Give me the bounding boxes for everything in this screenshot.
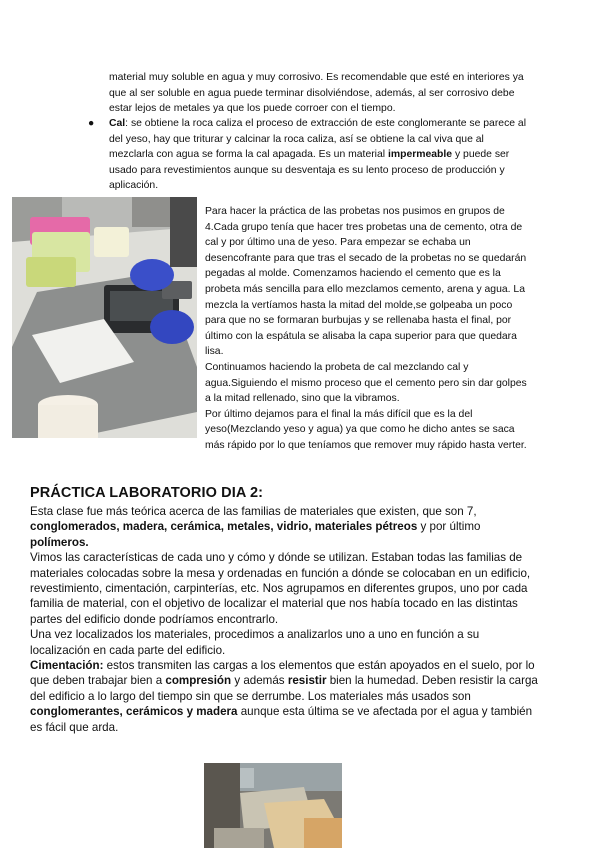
cim-text-1: estos transmiten las cargas a los elementos que están apoyados en el suelo, por lo que deben trabajar bien a bbox=[30, 659, 535, 688]
cal-text-2: y puede ser usado para revestimientos aunque su desventaja es su lento proceso de producción y aplicación. bbox=[109, 149, 510, 192]
probetas-paragraph-1: Para hacer la práctica de las probetas nos pusimos en grupos de 4.Cada grupo tenía que hacer tres probetas una de cemento, otra de cal y por último una de yeso. Para empezar se echaba un desencofrante para que tras el secado de la probetas no se quedarán pegadas al molde. Comenzamos haciendo el cemento que es la probeta más sencilla para ello mezclamos cemento, arena y agua. La mezcla la vertíamos hasta la mitad del molde,se golpeaba un poco para que no se formaran burbujas y se rellenaba hasta el final, por último con la espátula se alisaba la capa superior para que quedara lisa. bbox=[205, 206, 527, 358]
intro-text-2: y por último bbox=[417, 520, 481, 534]
cimentacion-label: Cimentación: bbox=[30, 659, 104, 673]
practice2-body bbox=[30, 504, 540, 735]
probetas-paragraph-2: Continuamos haciendo la probeta de cal mezclando cal y agua.Siguiendo el mismo proceso que el cemento pero sin dar golpes a la mitad rellenado, sino que la vibramos. bbox=[205, 361, 527, 405]
cim-bold-2: resistir bbox=[287, 674, 327, 688]
cim-bold-3: conglomerantes, cerámicos y madera bbox=[30, 705, 238, 719]
lab-photo bbox=[12, 197, 197, 438]
cimentacion-paragraph bbox=[30, 658, 540, 735]
cim-text-2: y además bbox=[231, 674, 288, 688]
practice2-paragraph-2: Vimos las características de cada uno y cómo y dónde se utilizan. Estaban todas las familias de materiales colocadas sobre la mesa y ordenadas en función a dónde se colocaban en un edificio, revestimiento, cimentación, carpinterías, etc. Nos agrupamos en diferentes grupos, uno por cada familia de material, con el objetivo de localizar el material que nos había tocado en las distintas partes del edificio donde podríamos encontrarlo. bbox=[30, 551, 531, 626]
practice2-paragraph-3: Una vez localizados los materiales, procedimos a analizarlos uno a uno en función a su localización en cada parte del edificio. bbox=[30, 628, 480, 657]
probetas-text bbox=[205, 204, 530, 454]
families-bold: conglomerados, madera, cerámica, metales, vidrio, materiales pétreos bbox=[30, 520, 418, 534]
cim-text-4: aunque esta última se ve afectada por el agua y también es fácil que arda. bbox=[30, 705, 533, 734]
practice2-intro bbox=[30, 504, 540, 550]
intro-text-1: Esta clase fue más teórica acerca de las familias de materiales que existen, que son 7, bbox=[30, 505, 477, 518]
cal-highlight: impermeable bbox=[387, 149, 453, 161]
cal-text-1: : se obtiene la roca caliza el proceso de extracción de este conglomerante se parece al del yeso, hay que triturar y calcinar la roca caliza, así se obtiene la cal viva que al mezclarla con agua se forma la cal apagada. Es un material bbox=[109, 118, 527, 161]
cal-bullet-paragraph bbox=[109, 116, 529, 194]
cim-bold-1: compresión bbox=[165, 674, 232, 688]
probetas-paragraph-3: Por último dejamos para el final la más difícil que es la del yeso(Mezclando yeso y agua) ya que como he dicho antes se saca más rápido por lo que teníamos que remover muy rápido hasta verter. bbox=[205, 408, 527, 451]
polymers-bold: polímeros. bbox=[30, 535, 89, 549]
materials-photo bbox=[204, 763, 342, 848]
intro-paragraph: material muy soluble en agua y muy corrosivo. Es recomendable que esté en interiores ya que al ser soluble en agua puede terminar disolviéndose, además, al ser corrosivo debe estar lejos de metales ya que los puede corroer con el tiempo. bbox=[109, 72, 524, 115]
cal-term: Cal bbox=[109, 118, 126, 129]
practice2-heading: PRÁCTICA LABORATORIO DIA 2: bbox=[30, 485, 264, 501]
bullet-icon: ● bbox=[88, 118, 95, 129]
cim-text-3: bien la humedad. Deben resistir la carga del edificio a lo largo del tiempo sin que se derrumbe. Los materiales más usados son bbox=[30, 674, 538, 703]
